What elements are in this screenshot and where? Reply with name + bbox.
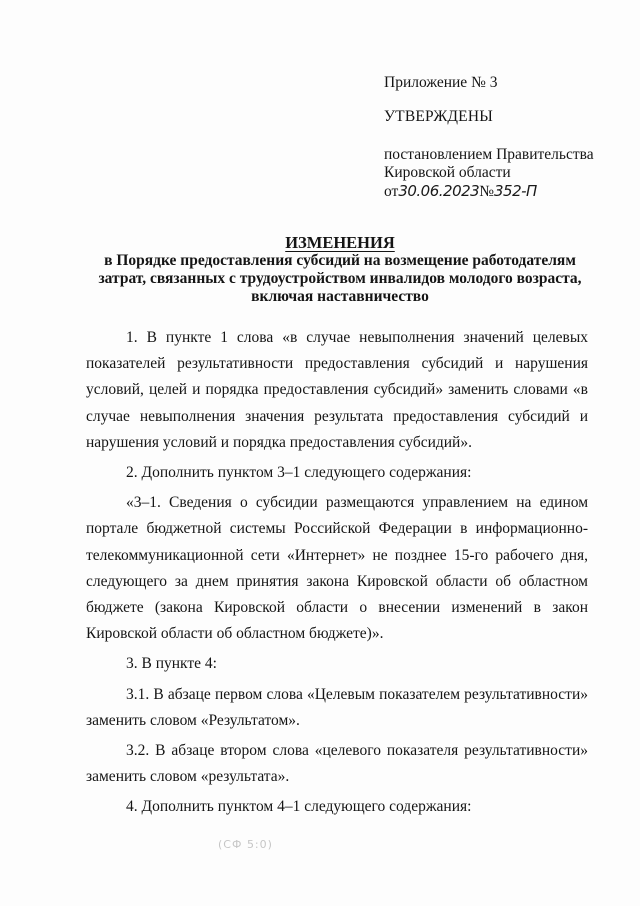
date-prefix: от bbox=[384, 183, 399, 200]
title-line-2: затрат, связанных с трудоустройством инвалидов молодого возраста, bbox=[98, 270, 582, 287]
faded-stamp: (СФ 5:0) bbox=[218, 838, 273, 851]
approval-date-line bbox=[384, 182, 614, 201]
handwritten-number: 352-П bbox=[494, 182, 537, 200]
approved-label: УТВЕРЖДЕНЫ bbox=[384, 108, 493, 125]
handwritten-date: 30.06.2023 bbox=[398, 182, 480, 200]
title-line-1: в Порядке предоставления субсидий на возмещение работодателям bbox=[104, 252, 576, 269]
approval-block bbox=[384, 74, 614, 201]
paragraph-7: 4. Дополнить пунктом 4–1 следующего содержания: bbox=[126, 798, 472, 816]
document-body bbox=[86, 325, 588, 821]
document-title bbox=[60, 234, 620, 306]
title-main: ИЗМЕНЕНИЯ bbox=[285, 233, 395, 252]
approval-line-2: Кировской области bbox=[384, 164, 511, 181]
number-prefix: № bbox=[479, 183, 495, 200]
annex-label: Приложение № 3 bbox=[384, 74, 498, 91]
title-line-3: включая наставничество bbox=[251, 288, 429, 305]
paragraph-5: 3.1. В абзаце первом слова «Целевым показателем результативности» заменить словом «Результатом». bbox=[86, 685, 588, 729]
approval-line-1: постановлением Правительства bbox=[384, 146, 594, 163]
paragraph-6: 3.2. В абзаце втором слова «целевого показателя результативности» заменить словом «результата». bbox=[86, 742, 588, 786]
paragraph-2: 2. Дополнить пунктом 3–1 следующего содержания: bbox=[126, 464, 472, 482]
paragraph-1: 1. В пункте 1 слова «в случае невыполнения значений целевых показателей результативности предоставления субсидий и нарушения условий, целей и порядка предоставления субсидий» заменить словами «в случае невыполнения значения результата предоставления субсидий и нарушения условий и порядка предоставления субсидий». bbox=[86, 329, 588, 451]
paragraph-3: «3–1. Сведения о субсидии размещаются управлением на едином портале бюджетной системы Российской Федерации в информационно-телекоммуникационной сети «Интернет» не позднее 15-го рабочего дня, следующего за днем принятия закона Кировской области об областном бюджете (закона Кировской области о внесении изменений в закон Кировской области об областном бюджете)». bbox=[86, 494, 588, 643]
paragraph-4: 3. В пункте 4: bbox=[126, 655, 217, 673]
